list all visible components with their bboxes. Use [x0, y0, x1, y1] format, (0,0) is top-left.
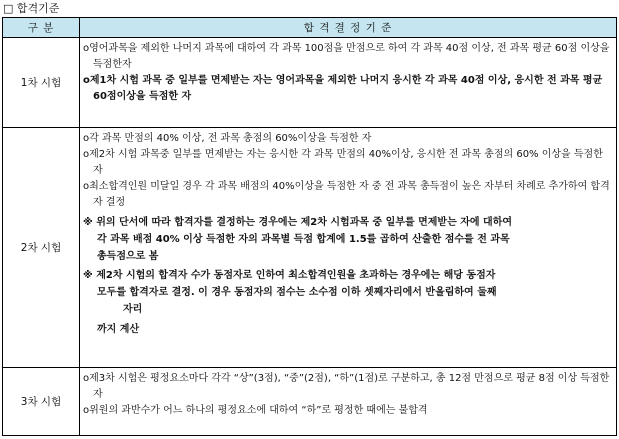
table-row-stage2 — [3, 128, 617, 368]
note-line: ※ 제2차 시험의 합격자 수가 동점자로 인하여 최소합격인원을 초과하는 경우에는 해당 동점자 — [83, 270, 496, 281]
criteria-cell — [80, 368, 617, 436]
header-criteria: 합 격 결 정 기 준 — [80, 18, 617, 38]
criteria-line: o영어과목을 제외한 나머지 과목에 대하여 각 과목 100점을 만점으로 하여 각 과목 40점 이상, 전 과목 평균 60점 이상을 득점한자 — [83, 43, 610, 70]
note-tiebreak — [83, 214, 612, 265]
note-line: 자리 — [123, 304, 143, 315]
criteria-line: o위원의 과반수가 어느 하나의 평정요소에 대하여 “하”로 평정한 때에는 불합격 — [83, 405, 428, 416]
criteria-cell — [80, 38, 617, 128]
table-row-stage3 — [3, 368, 617, 436]
criteria-line: o제2차 시험 과목중 일부를 면제받는 자는 응시한 각 과목 만점의 40%이상, 응시한 전 과목 총점의 60% 이상을 득점한 자 — [83, 149, 603, 176]
stage-label: 2차 시험 — [3, 128, 80, 368]
criteria-line: o각 과목 만점의 40% 이상, 전 과목 총점의 60%이상을 득점한 자 — [83, 133, 372, 144]
table-header-row — [3, 18, 617, 38]
table-row-stage1 — [3, 38, 617, 128]
note-line: 모두를 합격자로 결정. 이 경우 동점자의 점수는 소수점 이하 셋째자리에서 반올림하여 둘째 — [97, 287, 497, 298]
note-line: 총득점으로 봄 — [97, 251, 159, 262]
criteria-line: o제3차 시험은 평정요소마다 각각 “상”(3점), “중”(2점), “하”(1점)로 구분하고, 총 12점 만점으로 평균 8점 이상 득점한 자 — [83, 373, 610, 400]
note-line: 각 과목 배점 40% 이상 득점한 자의 과목별 득점 합계에 1.5를 곱하여 산출한 점수를 전 과목 — [97, 234, 510, 245]
pass-criteria-table — [2, 17, 617, 436]
criteria-line: o최소합격인원 미달일 경우 각 과목 배점의 40%이상을 득점한 자 중 전 과목 총득점이 높은 자부터 차례로 추가하여 합격자 결정 — [83, 181, 610, 208]
stage-label: 1차 시험 — [3, 38, 80, 128]
section-heading: □ 합격기준 — [3, 2, 60, 15]
stage-label: 3차 시험 — [3, 368, 80, 436]
note-line: 까지 계산 — [97, 324, 140, 335]
criteria-line: o제1차 시험 과목 중 일부를 면제받는 자는 영어과목을 제외한 나머지 응시한 각 과목 40점 이상, 응시한 전 과목 평균 60점이상을 득점한 자 — [83, 75, 603, 102]
header-category: 구 분 — [3, 18, 80, 38]
note-line: ※ 위의 단서에 따라 합격자를 결정하는 경우에는 제2차 시험과목 중 일부를 면제받는 자에 대하여 — [83, 217, 513, 228]
note-ties — [83, 267, 612, 338]
criteria-cell — [80, 128, 617, 368]
